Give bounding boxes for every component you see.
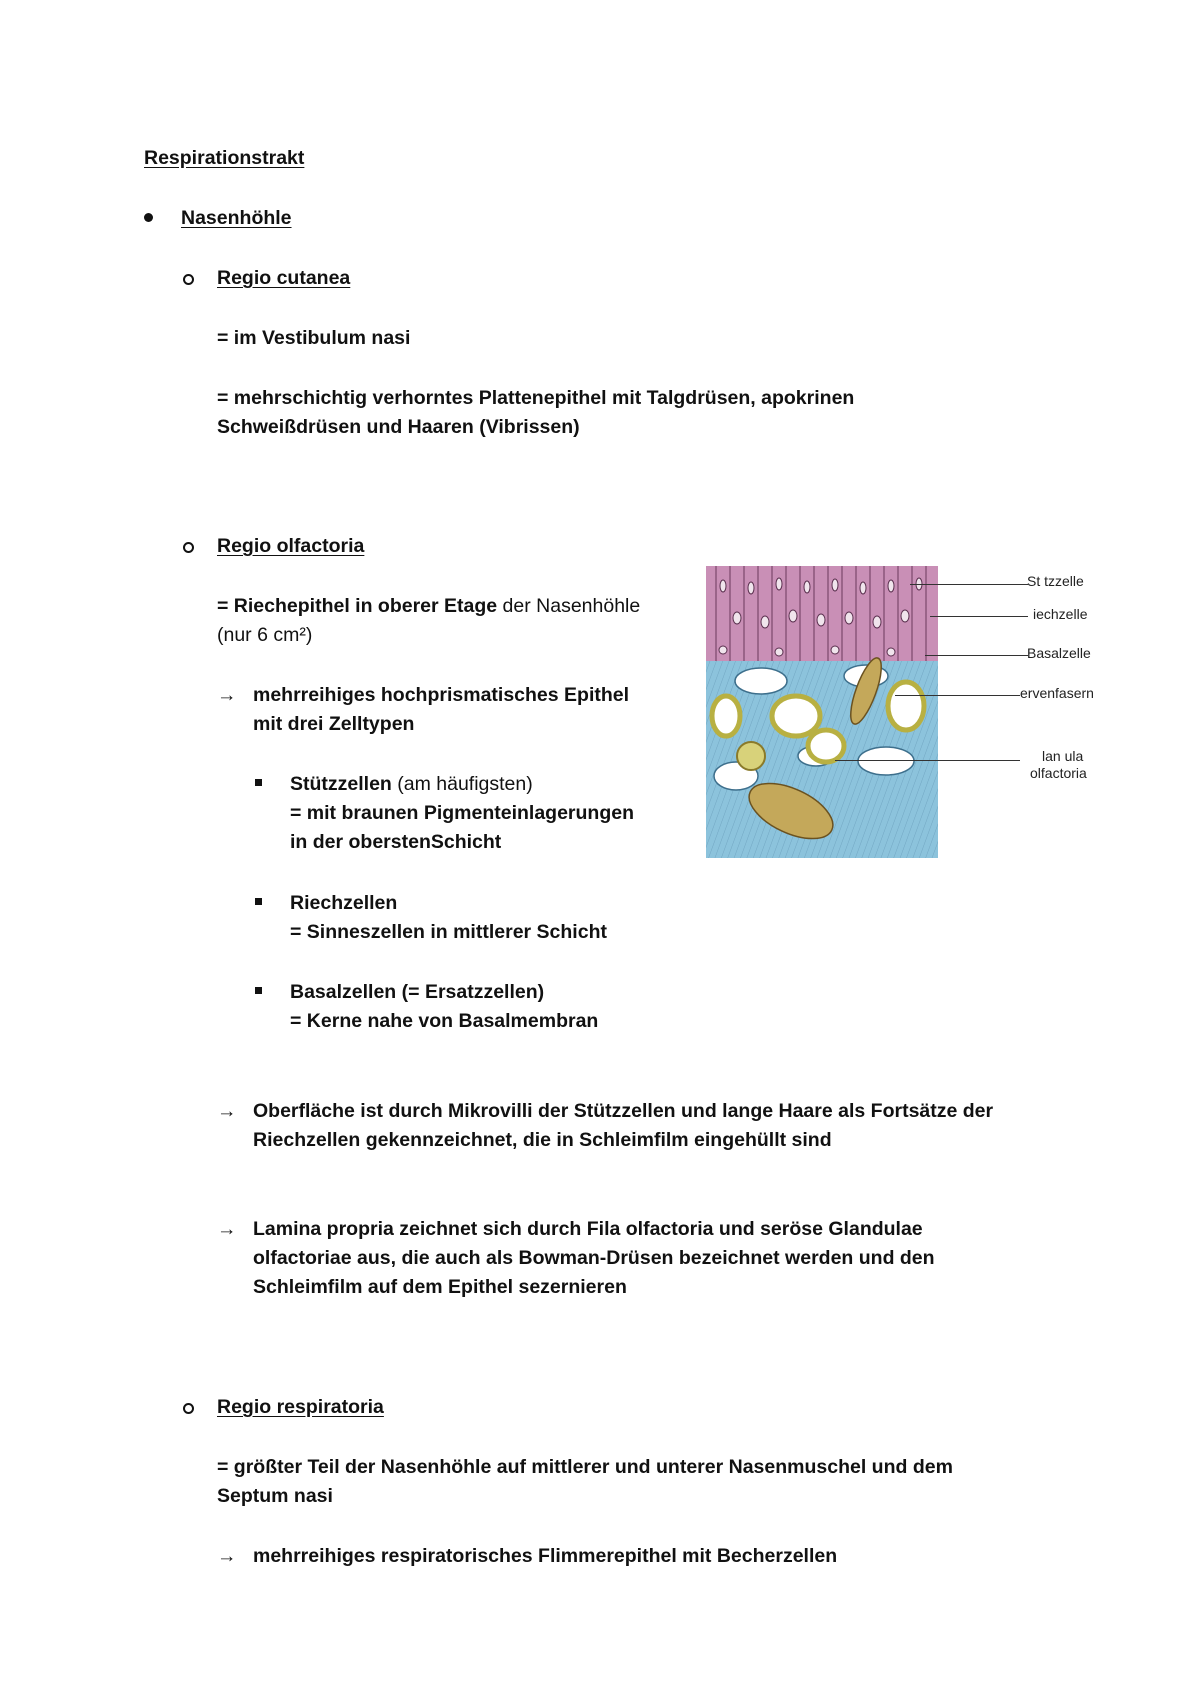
text-line: = mit braunen Pigmenteinlagerungen	[290, 802, 635, 824]
circle-bullet-icon	[183, 274, 194, 285]
bullet-icon	[144, 213, 153, 222]
figure-label: ervenfasern	[1020, 685, 1094, 701]
bold-span: = Riechepithel in oberer Etage	[217, 595, 498, 617]
arrow-icon: →	[217, 1100, 237, 1122]
figure-label: Basalzelle	[1027, 645, 1091, 661]
span: (am häufigsten)	[391, 773, 533, 795]
gland-icon	[808, 730, 844, 762]
text-line: = größter Teil der Nasenhöhle auf mittlerer und unterer Nasenmuschel und dem	[217, 1456, 953, 1478]
leader-line	[910, 584, 1028, 585]
text-line: mit drei Zelltypen	[253, 713, 415, 735]
arrow-icon: →	[217, 1545, 237, 1567]
bold-span: Stützzellen	[290, 773, 392, 795]
text-line: (nur 6 cm²)	[217, 624, 313, 646]
text-line	[290, 770, 533, 799]
text-line: Lamina propria zeichnet sich durch Fila olfactoria und seröse Glandulae	[253, 1218, 923, 1240]
subheading-regio-olfactoria: Regio olfactoria	[217, 535, 365, 557]
text-line	[217, 592, 640, 621]
gland-icon	[712, 696, 740, 736]
leader-line	[925, 655, 1028, 656]
circle-bullet-icon	[183, 1403, 194, 1414]
figure-label: St tzzelle	[1027, 573, 1084, 589]
subheading-regio-respiratoria: Regio respiratoria	[217, 1396, 384, 1418]
figure-label: lan ula	[1042, 748, 1084, 764]
figure-label: iechzelle	[1033, 606, 1088, 622]
leader-line	[895, 695, 1020, 696]
text-line: Oberfläche ist durch Mikrovilli der Stützzellen und lange Haare als Fortsätze der	[253, 1100, 994, 1122]
arrow-icon: →	[217, 1218, 237, 1240]
text-line: Schweißdrüsen und Haaren (Vibrissen)	[217, 416, 580, 438]
olfactory-epithelium-figure	[706, 566, 938, 858]
span: der Nasenhöhle	[497, 595, 641, 617]
text-line: olfactoriae aus, die auch als Bowman-Drüsen bezeichnet werden und den	[253, 1247, 935, 1269]
text-line: Riechzellen	[290, 892, 398, 914]
text-line: Schleimfilm auf dem Epithel sezernieren	[253, 1276, 627, 1298]
text-line: = Kerne nahe von Basalmembran	[290, 1010, 599, 1032]
subheading-regio-cutanea: Regio cutanea	[217, 267, 351, 289]
gland-icon	[772, 696, 820, 736]
circle-bullet-icon	[183, 542, 194, 553]
text-line: mehrreihiges hochprismatisches Epithel	[253, 684, 630, 706]
square-bullet-icon	[255, 779, 262, 786]
leader-line	[835, 760, 1020, 761]
text-line: Basalzellen (= Ersatzzellen)	[290, 981, 545, 1003]
gland-icon	[888, 682, 924, 730]
text-line: Septum nasi	[217, 1485, 333, 1507]
section-heading-nasenhoehle: Nasenhöhle	[181, 207, 292, 229]
text-line: mehrreihiges respiratorisches Flimmerepithel mit Becherzellen	[253, 1545, 838, 1567]
text-line: = mehrschichtig verhorntes Plattenepithel mit Talgdrüsen, apokrinen	[217, 387, 855, 409]
page-title: Respirationstrakt	[144, 147, 305, 169]
text-line: = im Vestibulum nasi	[217, 327, 411, 349]
text-line: Riechzellen gekennzeichnet, die in Schleimfilm eingehüllt sind	[253, 1129, 832, 1151]
square-bullet-icon	[255, 898, 262, 905]
square-bullet-icon	[255, 987, 262, 994]
arrow-icon: →	[217, 684, 237, 706]
leader-line	[930, 616, 1028, 617]
text-line: = Sinneszellen in mittlerer Schicht	[290, 921, 607, 943]
figure-label: olfactoria	[1030, 765, 1087, 781]
text-line: in der oberstenSchicht	[290, 831, 502, 853]
